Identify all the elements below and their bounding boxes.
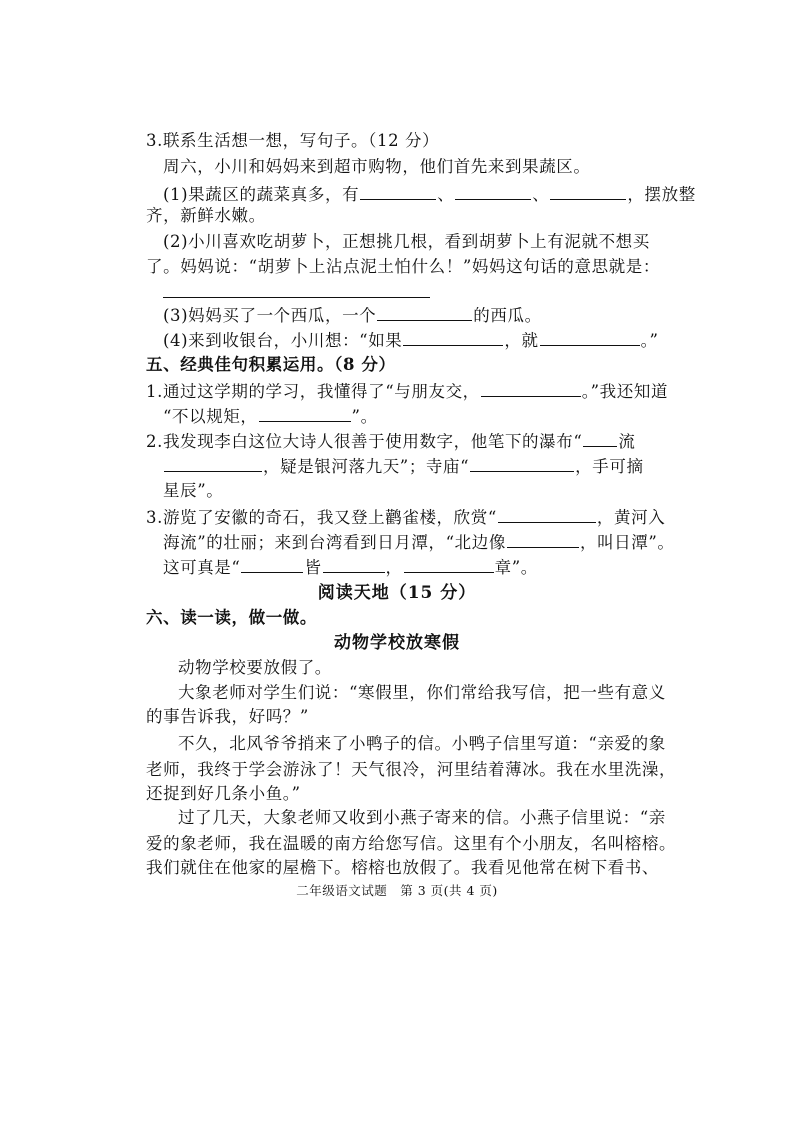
story-line: 我们就住在他家的屋檐下。榕榕也放假了。我看见他常在树下看书、 xyxy=(146,858,659,877)
q3-part4-text-a: (4)来到收银台，小川想：“如果 xyxy=(163,331,403,350)
s5-q1-text-a: 1.通过这学期的学习，我懂得了“与朋友交， xyxy=(146,382,480,401)
q3-part3-text-a: (3)妈妈买了一个西瓜，一个 xyxy=(163,306,377,325)
answer-blank[interactable] xyxy=(540,329,640,346)
s5-q3-line2 xyxy=(163,531,675,554)
story-title: 动物学校放寒假 xyxy=(334,633,460,653)
story-line: 爱的象老师，我在温暖的南方给您写信。这里有个小朋友，名叫榕榕。 xyxy=(146,834,677,853)
story-line: 过了几天，大象老师又收到小燕子寄来的信。小燕子信里说：“亲 xyxy=(178,808,666,827)
s5-q2-line3: 星辰”。 xyxy=(163,481,224,500)
answer-blank[interactable] xyxy=(455,183,531,200)
reading-section-heading: 阅读天地（15 分） xyxy=(317,583,477,603)
answer-blank[interactable] xyxy=(470,455,574,472)
s5-q1-text-d: ”。 xyxy=(351,407,378,426)
s5-q2-text-a: 2.我发现李白这位大诗人很善于使用数字，他笔下的瀑布“ xyxy=(146,432,583,451)
story-line: 还捉到好几条小鱼。” xyxy=(146,784,301,803)
s5-q1-text-b: 。”我还知道 xyxy=(581,382,669,401)
q3-part4-text-b: ，就 xyxy=(504,331,539,350)
q3-intro: 周六，小川和妈妈来到超市购物，他们首先来到果蔬区。 xyxy=(163,157,591,176)
q3-part4-text-c: 。” xyxy=(640,331,659,350)
s5-q2-text-b: 流 xyxy=(618,432,636,451)
s5-q2-line2 xyxy=(163,455,644,478)
q3-part1-sep1: 、 xyxy=(437,185,455,204)
answer-blank[interactable] xyxy=(498,506,596,523)
s5-q3-text-d: ，叫日潭”。 xyxy=(579,533,675,552)
s5-q3-text-c: 海流”的壮丽；来到台湾看到日月潭，“北边像 xyxy=(163,533,506,552)
answer-blank[interactable] xyxy=(360,183,436,200)
answer-blank[interactable] xyxy=(550,183,626,200)
answer-blank[interactable] xyxy=(241,556,303,573)
section6-heading: 六、读一读，做一做。 xyxy=(146,608,317,627)
answer-blank[interactable] xyxy=(323,556,385,573)
story-line: 大象老师对学生们说：“寒假里，你们常给我写信，把一些有意义 xyxy=(178,683,666,702)
story-line: 动物学校要放假了。 xyxy=(178,658,332,677)
s5-q1-line2 xyxy=(163,405,378,428)
s5-q3-text-f: 皆 xyxy=(304,558,322,577)
s5-q3-text-g: ， xyxy=(385,558,403,577)
q3-part1-text-b: ，摆放整 xyxy=(627,185,696,204)
answer-blank[interactable] xyxy=(403,329,503,346)
answer-blank[interactable] xyxy=(164,455,262,472)
q3-part1-line2: 齐，新鲜水嫩。 xyxy=(146,206,266,225)
s5-q3-text-e: 这可真是“ xyxy=(163,558,241,577)
q3-part1-text-a: (1)果蔬区的蔬菜真多，有 xyxy=(163,185,360,204)
answer-blank[interactable] xyxy=(377,304,472,321)
q3-part3 xyxy=(163,304,542,327)
q3-part2-line2: 了。妈妈说：“胡萝卜上沾点泥土怕什么！”妈妈这句话的意思就是： xyxy=(146,257,660,276)
answer-line[interactable] xyxy=(163,297,430,298)
s5-q3-line3 xyxy=(163,556,538,579)
answer-blank[interactable] xyxy=(481,380,581,397)
q3-part1-line1 xyxy=(163,183,696,206)
q3-heading: 3.联系生活想一想，写句子。（12 分） xyxy=(146,131,440,150)
q3-part2-line1: (2)小川喜欢吃胡萝卜，正想挑几根，看到胡萝卜上有泥就不想买 xyxy=(163,232,650,251)
answer-blank[interactable] xyxy=(583,430,617,447)
answer-blank[interactable] xyxy=(404,556,494,573)
s5-q2-text-c: ，疑是银河落九天”；寺庙“ xyxy=(263,457,470,476)
story-line: 的事告诉我，好吗？” xyxy=(146,707,309,726)
section5-heading: 五、经典佳句积累运用。（8 分） xyxy=(146,355,396,374)
s5-q3-line1 xyxy=(146,506,665,529)
s5-q2-line1 xyxy=(146,430,636,453)
s5-q3-text-h: 章”。 xyxy=(494,558,538,577)
q3-part3-text-b: 的西瓜。 xyxy=(473,306,542,325)
q3-part4 xyxy=(163,329,659,352)
s5-q2-text-d: ，手可摘 xyxy=(575,457,644,476)
story-line: 不久，北风爷爷捎来了小鸭子的信。小鸭子信里写道：“亲爱的象 xyxy=(178,734,666,753)
s5-q3-text-b: ，黄河入 xyxy=(596,508,666,527)
answer-blank[interactable] xyxy=(259,405,351,422)
page-footer: 二年级语文试题 第 3 页(共 4 页) xyxy=(296,883,498,898)
q3-part1-sep2: 、 xyxy=(532,185,550,204)
story-line: 老师，我终于学会游泳了！天气很冷，河里结着薄冰。我在水里洗澡， xyxy=(146,760,677,779)
s5-q1-line1 xyxy=(146,380,668,403)
s5-q1-text-c: “不以规矩， xyxy=(163,407,258,426)
answer-blank[interactable] xyxy=(507,531,579,548)
s5-q3-text-a: 3.游览了安徽的奇石，我又登上鹳雀楼，欣赏“ xyxy=(146,508,497,527)
